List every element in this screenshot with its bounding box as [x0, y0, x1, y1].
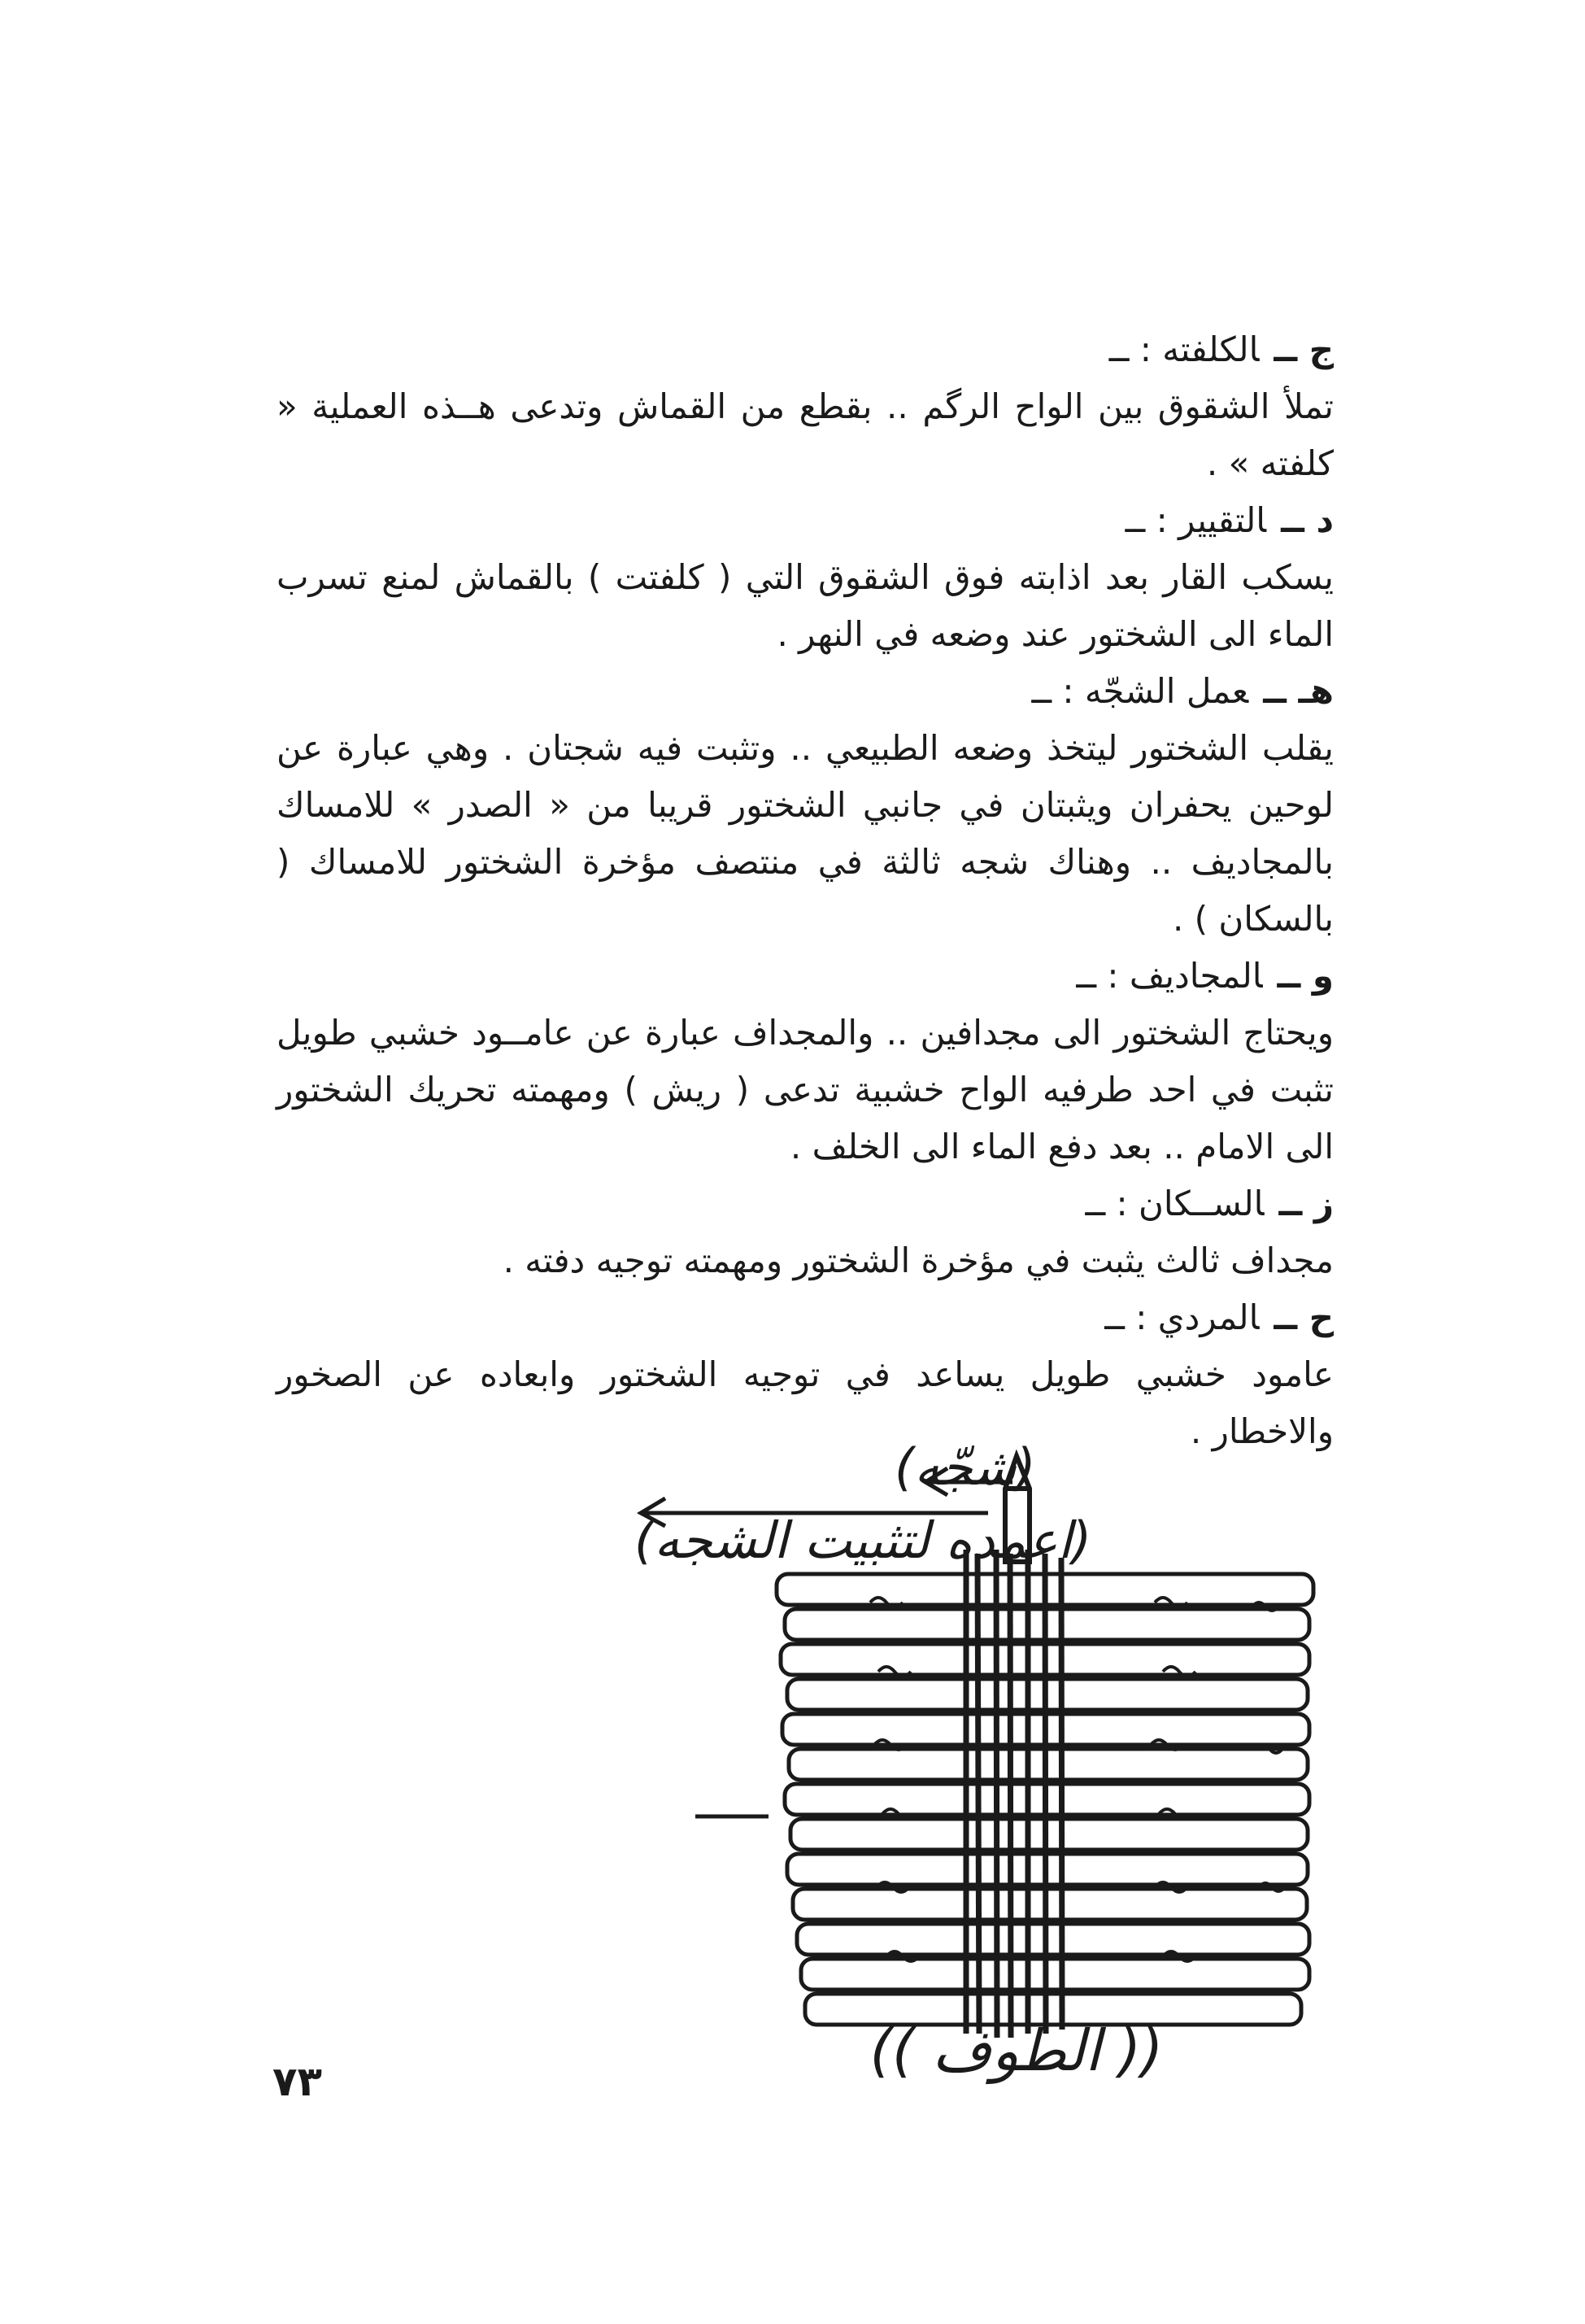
entry-letter: ج ــ: [1274, 329, 1334, 369]
figure-caption: (( الطوف )): [869, 2017, 1164, 2084]
entry-title: عمل الشجّه : ــ: [1031, 671, 1249, 711]
label-columns: (اعمده لتثبيت الشجه): [634, 1511, 1092, 1570]
entry-body: تملأ الشقوق بين الواح الرگم .. بقطع من القماش وتدعى هــذه العملية « كلفته » .: [277, 386, 1334, 483]
entry-body: مجداف ثالث يثبت في مؤخرة الشختور ومهمته توجيه دفته .: [503, 1240, 1334, 1280]
entry-letter: ح ــ: [1274, 1297, 1334, 1337]
entry-letter: ز ــ: [1278, 1184, 1334, 1223]
entry-letter: هـ ــ: [1263, 671, 1334, 711]
entry-title: المجاديف : ــ: [1076, 956, 1263, 996]
entry-title: المردي : ــ: [1104, 1297, 1260, 1337]
entry-title: الســكان : ــ: [1085, 1184, 1265, 1223]
entry-body: ويحتاج الشختور الى مجدافين .. والمجداف عبارة عن عامــود خشبي طويل تثبت في احد طرفيه الواح خشبية تدعى ( ريش ) ومهمته تحريك الشختور الى الامام .. بعد دفع الماء الى الخلف .: [277, 1013, 1334, 1166]
entry-letter: د ــ: [1281, 500, 1334, 540]
entry-body: عامود خشبي طويل يساعد في توجيه الشختور وابعاده عن الصخور والاخطار .: [277, 1354, 1334, 1451]
entry-body: يقلب الشختور ليتخذ وضعه الطبيعي .. وتثبت فيه شجتان . وهي عبارة عن لوحين يحفران ويثبتان في جانبي الشختور قريبا من « الصدر » للامساك بالمجاديف .. وهناك شجه ثالثة في منتصف مؤخرة الشختور للامساك ( بالسكان ) .: [277, 728, 1334, 939]
entry-letter: و ــ: [1277, 956, 1334, 996]
entry-title: التقيير : ــ: [1125, 500, 1267, 540]
entry-title: الكلفته : ــ: [1108, 329, 1260, 369]
entry-body: يسكب القار بعد اذابته فوق الشقوق التي ( كلفتت ) بالقماش لمنع تسرب الماء الى الشختور عند وضعه في النهر .: [277, 557, 1334, 654]
label-shajja: (شجّه): [895, 1437, 1036, 1497]
page-number: ٧٣: [272, 2058, 323, 2105]
